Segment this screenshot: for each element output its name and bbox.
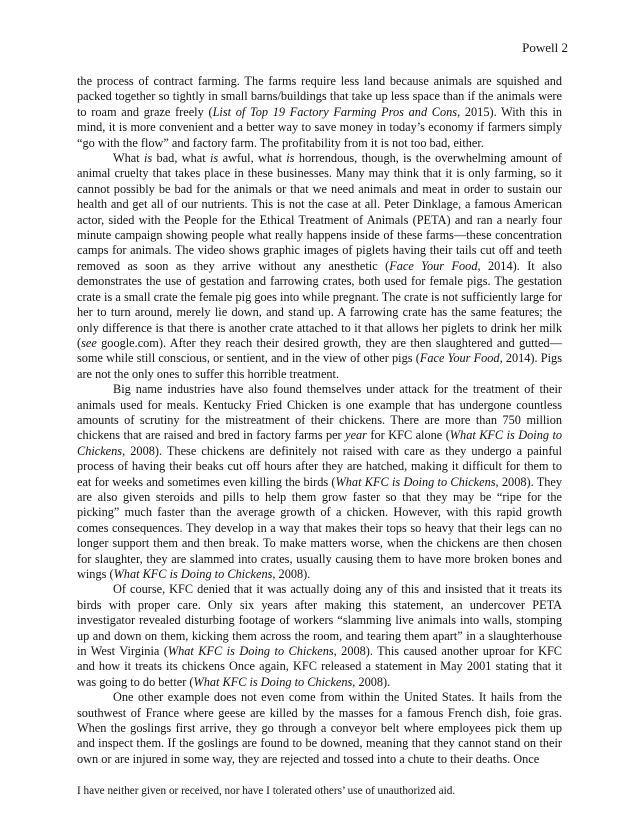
italic-run: What KFC is Doing to Chickens [335,474,496,489]
italic-run: is [144,151,153,166]
body-text [77,74,562,767]
italic-run: is [286,151,295,166]
paragraph-3: Big name industries have also found themselves under attack for the treatment of their animals used for meals. Kentucky Fried Chicken is one example that has undergone countless amounts of scrutiny for the mistreatment of their chickens. There are more than 750 million chickens that are raised and bred in factory farms per year for KFC alone (What KFC is Doing to Chickens, 2008). These chickens are definitely not raised with care as they undergo a painful process of having their beaks cut off hours after they are hatched, making it difficult for them to eat for weeks and sometimes even killing the birds (What KFC is Doing to Chickens, 2008). They are also given steroids and pills to help them grow faster so that they may be “ripe for the picking” much faster than the average growth of a chicken. However, with this rapid growth comes consequences. They develop in a way that makes their tops so heavy that their legs can no longer support them and then break. To make matters worse, when the chickens are then chosen for slaughter, they are slammed into crates, usually causing them to have more broken bones and wings (What KFC is Doing to Chickens, 2008). [77,382,563,581]
paragraph-4: Of course, KFC denied that it was actually doing any of this and insisted that it treats its birds with proper care. Only six years after making this statement, an undercover PETA investigator revealed disturbing footage of workers “slamming live animals into walls, stomping up and down on them, kicking them across the room, and tearing them apart” in a slaughterhouse in West Virginia (What KFC is Doing to Chickens, 2008). This caused another uproar for KFC and how it treats its chickens Once again, KFC released a statement in May 2001 stating that it was going to do better (What KFC is Doing to Chickens, 2008). [77,582,562,689]
italic-run: year [345,428,367,443]
paragraph-1: the process of contract farming. The farms require less land because animals are squished and packed together so tightly in small barns/buildings that take up less space than if the animals were to roam and graze freely (List of Top 19 Factory Farming Pros and Cons, 2015). With this in mind, it is more convenient and a better way to save money in today’s economy if farmers simply “go with the flow” and factory farm. The profitability from it is not too bad, either. [77,74,563,150]
paragraph-5: One other example does not even come from within the United States. It hails from the southwest of France where geese are killed by the masses for a famous French dish, foie gras. When the goslings first arrive, they go through a conveyor belt where employees pick them up and inspect them. If the goslings are found to be downed, meaning that they cannot stand on their own or are injured in some way, they are rejected and tossed into a chute to their deaths. Once [77,690,562,766]
italic-run: What KFC is Doing to Chickens [113,567,273,581]
honor-pledge-footer: I have neither given or received, nor have I tolerated others’ use of unauthorized aid. [77,785,456,797]
italic-run: is [210,151,219,166]
italic-run: see [81,335,97,350]
italic-run: What KFC is Doing to Chickens [77,428,563,458]
italic-run: Face Your Food [389,258,478,273]
italic-run: What KFC is Doing to Chickens [193,674,353,689]
running-head: Powell 2 [522,40,568,55]
italic-run: What KFC is Doing to Chickens [167,644,334,659]
italic-run: Face Your Food [419,351,500,366]
paragraph-2: What is bad, what is awful, what is horrendous, though, is the overwhelming amount of animal cruelty that takes place in these businesses. Many may think that it is only farming, so it cannot possibly be bad for the animals or that we need animals and meat in order to sustain our health and get all of our nutrients. This is not the case at all. Peter Dinklage, a famous American actor, sided with the People for the Ethical Treatment of Animals (PETA) and ran a nearly four minute campaign showing people what really happens inside of these farms—these concentration camps for animals. The video shows graphic images of piglets having their tails cut off and teeth removed as soon as they arrive without any anesthetic (Face Your Food, 2014). It also demonstrates the use of gestation and farrowing crates, both used for female pigs. The gestation crate is a small crate the female pig goes into while pregnant. The crate is not sufficiently large for her to turn around, merely lie down, and stand up. A farrowing crate has the same features; the only difference is that there is another crate attached to it that allows her piglets to drink her milk (see google.com). After they reach their desired growth, they are then slaughtered and gutted—some while still conscious, or sentient, and in the view of other pigs (Face Your Food, 2014). Pigs are not the only ones to suffer this horrible treatment. [77,151,562,381]
italic-run: List of Top 19 Factory Farming Pros and Cons [212,104,458,119]
